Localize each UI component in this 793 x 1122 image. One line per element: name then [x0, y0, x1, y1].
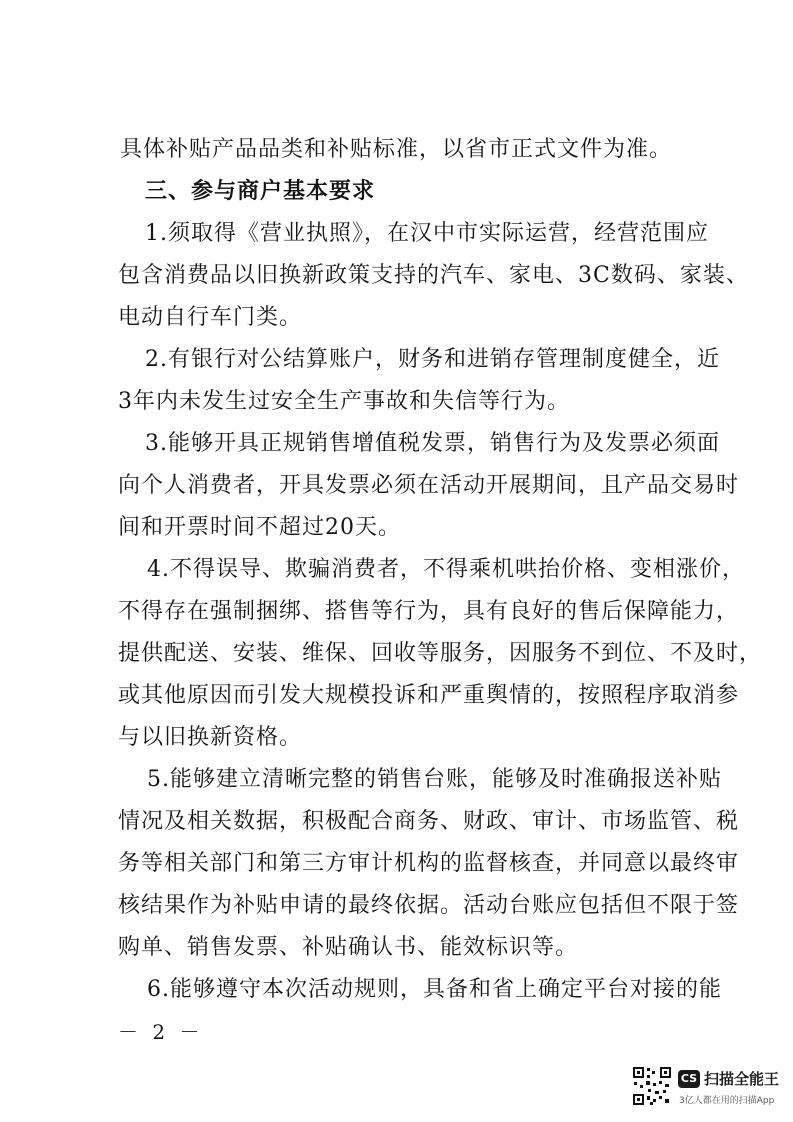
text-line: 向个人消费者，开具发票必须在活动开展期间，且产品交易时 [118, 473, 740, 498]
section-heading: 三、参与商户基本要求 [145, 179, 376, 204]
watermark-tagline: 3亿人都在用的扫描App [679, 1096, 775, 1106]
watermark-brand: 扫描全能王 [704, 1070, 780, 1088]
text-line: 间和开票时间不超过20天。 [118, 515, 401, 540]
text-line: 购单、销售发票、补贴确认书、能效标识等。 [118, 935, 579, 960]
text-line: 情况及相关数据，积极配合商务、财政、审计、市场监管、税 [118, 809, 740, 834]
scanner-watermark [632, 1066, 782, 1110]
text-line: 5.能够建立清晰完整的销售台账，能够及时准确报送补贴 [147, 767, 722, 792]
text-line: 提供配送、安装、维保、回收等服务，因服务不到位、不及时， [118, 641, 763, 666]
page-number: － 2 － [118, 1020, 204, 1044]
text-line: 2.有银行对公结算账户，财务和进销存管理制度健全，近 [145, 347, 720, 372]
text-line: 务等相关部门和第三方审计机构的监督核查，并同意以最终审 [118, 851, 740, 876]
text-line: 不得存在强制捆绑、搭售等行为，具有良好的售后保障能力， [118, 599, 740, 624]
text-line: 包含消费品以旧换新政策支持的汽车、家电、3C数码、家装、 [118, 263, 749, 288]
text-line: 6.能够遵守本次活动规则，具备和省上确定平台对接的能 [147, 977, 722, 1002]
qr-code-icon [632, 1066, 672, 1106]
text-line: 4.不得误导、欺骗消费者，不得乘机哄抬价格、变相涨价， [147, 557, 745, 582]
camscanner-logo-icon: CS [678, 1070, 700, 1088]
text-line: 1.须取得《营业执照》，在汉中市实际运营，经营范围应 [145, 221, 709, 246]
text-line: 具体补贴产品品类和补贴标准，以省市正式文件为准。 [120, 137, 673, 162]
text-line: 3年内未发生过安全生产事故和失信等行为。 [118, 389, 570, 414]
text-line: 核结果作为补贴申请的最终依据。活动台账应包括但不限于签 [118, 893, 740, 918]
text-line: 与以旧换新资格。 [118, 725, 303, 750]
text-line: 3.能够开具正规销售增值税发票，销售行为及发票必须面 [145, 431, 720, 456]
text-line: 电动自行车门类。 [118, 305, 303, 330]
text-line: 或其他原因而引发大规模投诉和严重舆情的，按照程序取消参 [118, 683, 740, 708]
